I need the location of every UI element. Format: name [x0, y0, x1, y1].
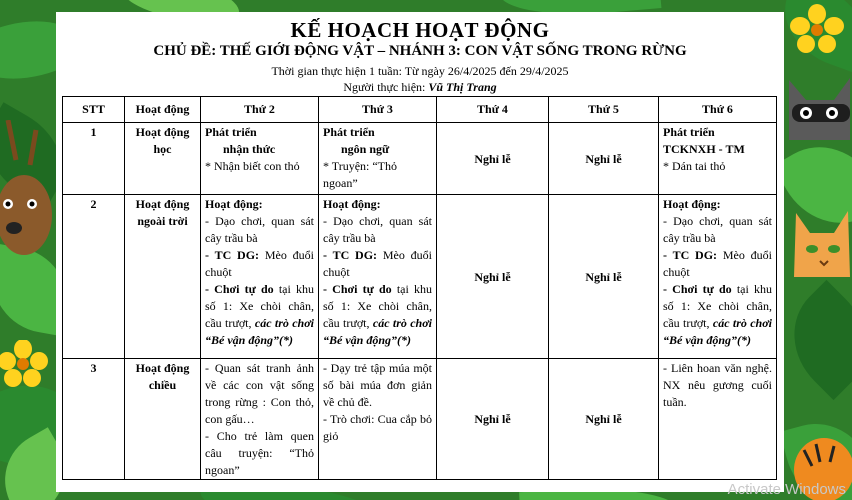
cell-text: Mèo đuổi chuột — [663, 248, 772, 279]
cell-text-bold: - Chơi tự do — [205, 282, 274, 296]
plan-document — [56, 12, 784, 492]
topic-subtitle: CHỦ ĐỀ: THẾ GIỚI ĐỘNG VẬT – NHÁNH 3: CON VẬT SỐNG TRONG RỪNG — [153, 43, 687, 59]
cell-text-bold-italic: các trò chơi “Bé vận động”(*) — [323, 316, 432, 347]
cell-text: * Dán tai thỏ — [663, 159, 726, 173]
outdoor-heading: Hoạt động: — [663, 197, 721, 211]
stt-cell: 2 — [63, 195, 125, 359]
header-row — [63, 97, 777, 123]
cat-icon — [790, 205, 852, 285]
activity-label: học — [153, 142, 172, 156]
cell-text: - Dạy trẻ tập múa một số bài múa đơn giản về chủ đề. — [323, 361, 432, 409]
raccoon-icon — [784, 70, 852, 150]
cell-text-bold: - TC DG: — [205, 248, 260, 262]
cell-text: - Dạo chơi, quan sát cây trầu bà — [205, 214, 314, 245]
thu4-cell: Nghỉ lễ — [437, 123, 549, 195]
cell-text-bold: - Chơi tự do — [323, 282, 392, 296]
time-period: Thời gian thực hiện 1 tuần: Từ ngày 26/4/2025 đến 29/4/2025 — [271, 64, 569, 78]
thu6-cell — [659, 195, 777, 359]
activity-label: Hoạt động — [135, 197, 190, 211]
yellow-flower-icon — [790, 4, 845, 54]
cell-text: - Liên hoan văn nghệ. NX nêu gương cuối tuần. — [663, 361, 772, 409]
performer-name: Vũ Thị Trang — [428, 80, 497, 94]
outdoor-heading: Hoạt động: — [205, 197, 263, 211]
header-thu5: Thứ 5 — [549, 97, 659, 123]
activity-label: ngoài trời — [137, 214, 188, 228]
cell-text: Mèo đuổi chuột — [323, 248, 432, 279]
subject-heading: Phát triển — [323, 125, 375, 139]
activity-label: Hoạt động — [135, 125, 190, 139]
thu5-cell: Nghỉ lễ — [549, 195, 659, 359]
outdoor-heading: Hoạt động: — [323, 197, 381, 211]
cell-text: Mèo đuổi chuột — [205, 248, 314, 279]
table-row — [63, 123, 777, 195]
performer-line — [56, 80, 784, 95]
cell-text-bold: - Chơi tự do — [663, 282, 732, 296]
cell-text: tại khu số 1: Xe chòi chân, cầu trượt, — [663, 282, 773, 330]
cell-text: tại khu số 1: Xe chòi chân, cầu trượt, — [323, 282, 433, 330]
cell-text-bold: - TC DG: — [323, 248, 378, 262]
thu3-cell — [319, 123, 437, 195]
activity-label: Hoạt động — [135, 361, 190, 375]
cell-text: - Trò chơi: Cua cắp bỏ giỏ — [323, 412, 432, 443]
thu4-cell: Nghỉ lễ — [437, 359, 549, 480]
subject-heading: Phát triển — [663, 125, 715, 139]
header-thu2: Thứ 2 — [201, 97, 319, 123]
cell-text-bold: - TC DG: — [663, 248, 718, 262]
header-thu6: Thứ 6 — [659, 97, 777, 123]
activity-cell — [125, 359, 201, 480]
activity-label: chiều — [148, 378, 177, 392]
subject-heading: TCKNXH - TM — [663, 142, 745, 156]
subject-heading: nhận thức — [223, 142, 276, 156]
performer-label: Người thực hiện: — [343, 80, 429, 94]
thu5-cell: Nghỉ lễ — [549, 123, 659, 195]
thu3-cell — [319, 359, 437, 480]
thu2-cell — [201, 195, 319, 359]
table-row — [63, 195, 777, 359]
thu4-cell: Nghỉ lễ — [437, 195, 549, 359]
table-row — [63, 359, 777, 480]
stt-cell: 3 — [63, 359, 125, 480]
cell-text: - Dạo chơi, quan sát cây trầu bà — [663, 214, 772, 245]
thu6-cell — [659, 123, 777, 195]
cell-text: - Cho trẻ làm quen câu truyện: “Thỏ ngoan” — [205, 429, 314, 477]
subject-heading: ngôn ngữ — [341, 142, 390, 156]
cell-text: * Truyện: “Thỏ ngoan” — [323, 159, 398, 190]
activity-cell — [125, 123, 201, 195]
cell-text: - Quan sát tranh ảnh về các con vật sống trong rừng : Con thỏ, con gấu… — [205, 361, 314, 426]
cell-text-bold-italic: các trò chơi “Bé vận động”(*) — [663, 316, 772, 347]
header-thu4: Thứ 4 — [437, 97, 549, 123]
cell-text-bold-italic: các trò chơi “Bé vận động”(*) — [205, 316, 314, 347]
deer-icon — [0, 120, 58, 260]
cell-text: - Dạo chơi, quan sát cây trầu bà — [323, 214, 432, 245]
yellow-flower-icon — [0, 340, 48, 390]
schedule-table — [62, 96, 777, 480]
subject-heading: Phát triển — [205, 125, 257, 139]
thu5-cell: Nghỉ lễ — [549, 359, 659, 480]
thu2-cell — [201, 123, 319, 195]
thu3-cell — [319, 195, 437, 359]
thu2-cell — [201, 359, 319, 480]
cell-text: * Nhận biết con thỏ — [205, 159, 300, 173]
header-stt: STT — [63, 97, 125, 123]
thu6-cell — [659, 359, 777, 480]
header-activity: Hoạt động — [125, 97, 201, 123]
page-title: KẾ HOẠCH HOẠT ĐỘNG — [290, 18, 550, 42]
cell-text: tại khu số 1: Xe chòi chân, cầu trượt, — [205, 282, 315, 330]
stt-cell: 1 — [63, 123, 125, 195]
header-thu3: Thứ 3 — [319, 97, 437, 123]
activity-cell — [125, 195, 201, 359]
activation-watermark: Activate Windows — [727, 481, 846, 498]
